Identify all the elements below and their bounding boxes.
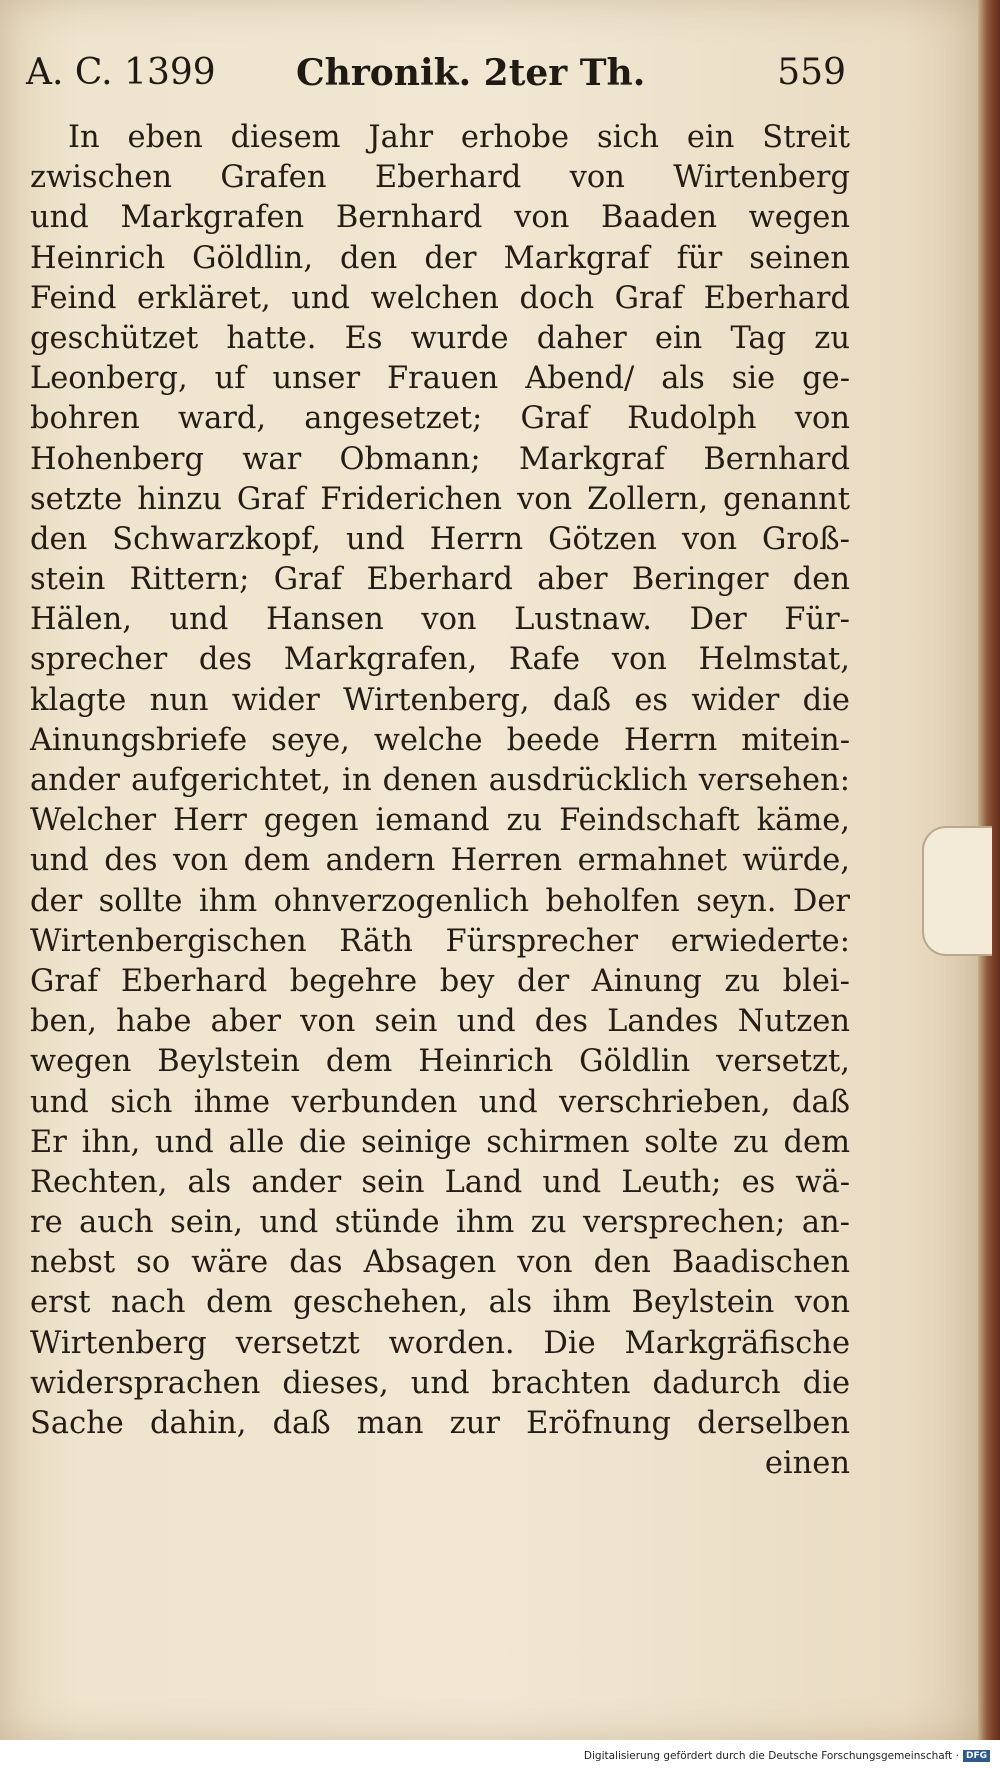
text-line: wegen Beylstein dem Heinrich Göldlin versetzt, xyxy=(30,1044,850,1080)
text-line: und sich ihme verbunden und verschrieben, daß xyxy=(30,1084,850,1120)
text-line: erst nach dem geschehen, als ihm Beylstein von xyxy=(30,1285,850,1321)
running-header xyxy=(26,52,846,106)
text-line: Er ihn, und alle die seinige schirmen solte zu dem xyxy=(30,1124,850,1160)
header-year: A. C. 1399 xyxy=(26,52,216,93)
text-line: stein Rittern; Graf Eberhard aber Beringer den xyxy=(30,562,850,598)
text-line: nebst so wäre das Absagen von den Baadischen xyxy=(30,1245,850,1281)
dfg-logo: DFG xyxy=(963,1750,990,1762)
text-line: Hälen, und Hansen von Lustnaw. Der Für- xyxy=(30,602,850,638)
text-line: einen xyxy=(764,1446,850,1482)
text-line: sprecher des Markgrafen, Rafe von Helmstat, xyxy=(30,642,850,678)
text-line: Feind erkläret, und welchen doch Graf Eberhard xyxy=(30,280,850,316)
text-line: setzte hinzu Graf Friderichen von Zollern, genannt xyxy=(30,481,850,517)
text-line: Wirtenberg versetzt worden. Die Markgräfische xyxy=(30,1325,850,1361)
text-line: Graf Eberhard begehre bey der Ainung zu blei- xyxy=(30,963,850,999)
page-tab-marker xyxy=(922,826,992,956)
header-title: Chronik. 2ter Th. xyxy=(296,52,646,94)
text-line: Heinrich Göldlin, den der Markgraf für seinen xyxy=(30,240,850,276)
text-line: Wirtenbergischen Räth Fürsprecher erwiederte: xyxy=(30,923,850,959)
text-line: Ainungsbriefe seye, welche beede Herrn mitein- xyxy=(30,722,850,758)
credit-text: Digitalisierung gefördert durch die Deutsche Forschungsgemeinschaft · xyxy=(583,1750,959,1762)
text-line: Leonberg, uf unser Frauen Abend/ als sie ge- xyxy=(30,361,850,397)
text-line: ben, habe aber von sein und des Landes Nutzen xyxy=(30,1004,850,1040)
text-line: der sollte ihm ohnverzogenlich beholfen seyn. Der xyxy=(30,883,850,919)
body-text xyxy=(30,118,850,1484)
text-line: geschützet hatte. Es wurde daher ein Tag zu xyxy=(30,320,850,356)
text-line: Welcher Herr gegen iemand zu Feindschaft käme, xyxy=(30,803,850,839)
text-line: Hohenberg war Obmann; Markgraf Bernhard xyxy=(30,441,850,477)
text-line: und des von dem andern Herren ermahnet würde, xyxy=(30,843,850,879)
text-line: Sache dahin, daß man zur Eröfnung derselben xyxy=(30,1406,850,1441)
text-line: und Markgrafen Bernhard von Baaden wegen xyxy=(30,200,850,236)
text-line: re auch sein, und stünde ihm zu versprechen; an- xyxy=(30,1205,850,1241)
text-line: den Schwarzkopf, und Herrn Götzen von Groß- xyxy=(30,521,850,557)
page-number: 559 xyxy=(777,52,846,93)
text-line: bohren ward, angesetzet; Graf Rudolph von xyxy=(30,401,850,437)
text-line: widersprachen dieses, und brachten dadurch die xyxy=(30,1365,850,1401)
text-line: Rechten, als ander sein Land und Leuth; es wä- xyxy=(30,1164,850,1200)
text-line: In eben diesem Jahr erhobe sich ein Streit xyxy=(68,120,850,155)
text-line: klagte nun wider Wirtenberg, daß es wider die xyxy=(30,682,850,718)
digitization-credit xyxy=(584,1750,990,1762)
text-line: ander aufgerichtet, in denen ausdrücklich versehen: xyxy=(30,763,850,798)
text-line: zwischen Grafen Eberhard von Wirtenberg xyxy=(30,160,850,196)
